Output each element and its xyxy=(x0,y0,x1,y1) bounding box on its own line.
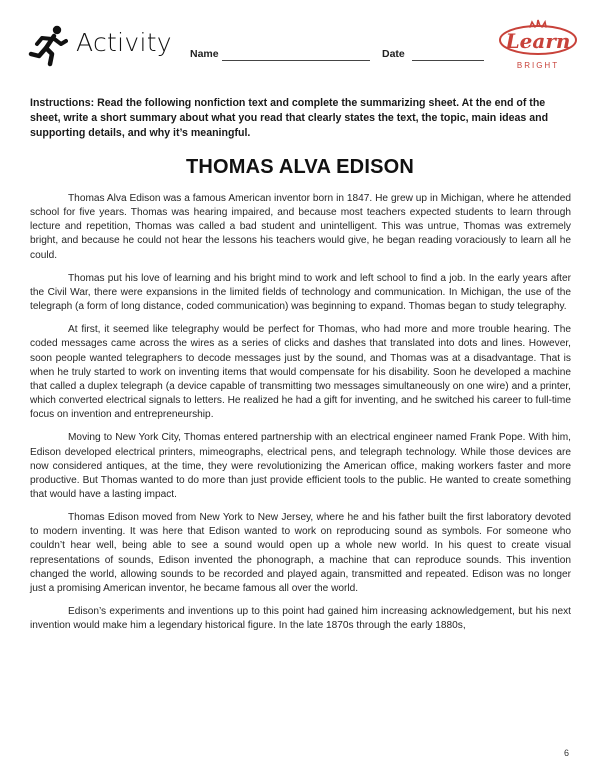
worksheet-header xyxy=(28,18,580,78)
name-field[interactable] xyxy=(222,60,370,61)
instructions-text: Instructions: Read the following nonfiction text and complete the summarizing sheet. At the end of the sheet, write a short summary about what you read that clearly states the text, the topic, main ideas and supporting details, and why it’s meaningful. xyxy=(30,97,549,139)
paragraph: Thomas put his love of learning and his bright mind to work and left school to find a job. In the early years after the Civil War, there were expansions in the limited fields of technology and communication. In Michigan, the use of the telegraph (a form of long distance, coded communication) was beginning to expand. Thomas began to study telegraphy. xyxy=(30,272,571,313)
name-label: Name xyxy=(190,48,219,60)
activity-label: Activity xyxy=(76,28,172,57)
paragraph: At first, it seemed like telegraphy would be perfect for Thomas, who had more and more trouble hearing. The coded messages came across the wires as a series of clicks and dashes that translated into dots and lines. However, soon people wanted telegraphers to decode messages just by the sound, and Thomas was at a disadvantage. That is when he truly started to work on inventing items that would compensate for his disability. Soon he developed a machine that called a duplex telegraph (a device capable of transmitting two messages simultaneously on one wire) and a printer, which converted electrical signals to letters. He realized he had a gift for inventing, and he switched his career to full-time focus on invention and entrepreneurship. xyxy=(30,324,571,421)
learn-bright-logo xyxy=(496,18,580,74)
article-body xyxy=(30,192,571,642)
article-title: THOMAS ALVA EDISON xyxy=(185,156,415,178)
page-number: 6 xyxy=(564,748,570,758)
running-person-icon xyxy=(28,24,68,68)
paragraph: Thomas Alva Edison was a famous American inventor born in 1847. He grew up in Michigan, where he attended school for five years. Thomas was hearing impaired, and because most teachers expected students to learn through lecture and repetition, Thomas was called a bad student and unintelligent. This was untrue, Thomas was extremely bright, and because he could not hear the lessons his teachers would give, he began reading voraciously to learn all he could. xyxy=(30,193,571,261)
paragraph: Moving to New York City, Thomas entered partnership with an electrical engineer named Frank Pope. With him, Edison developed electrical printers, mimeographs, electrical pens, and telegraph technology. While those devices are now considered antiques, at the time, they were revolutionizing the American office, making workers faster and more productive. But Thomas wanted to do more than just provide efficient tools to the public. He wanted to create something that would have a lasting impact. xyxy=(30,432,571,500)
paragraph: Edison’s experiments and inventions up to this point had gained him increasing acknowledgement, but his next invention would make him a legendary historical figure. In the late 1870s through the early 1880s, xyxy=(30,606,571,632)
svg-text:BRIGHT: BRIGHT xyxy=(516,61,560,70)
date-label: Date xyxy=(382,48,405,60)
date-field[interactable] xyxy=(412,60,484,61)
svg-text:Learn: Learn xyxy=(505,29,571,53)
paragraph: Thomas Edison moved from New York to New Jersey, where he and his father built the first laboratory devoted to modern inventing. It was here that Edison wanted to work on reproducing sound as symbols. For someone who couldn’t hear well, being able to see a sound would open up a whole new world. In his quest to create visual representations of sounds, Edison invented the phonograph, a machine that can reproduce sounds. This invention changed the world, allowing sounds to be recorded and played again, transmitted and repeated. Edison was no longer just a promising American inventor, he became famous all over the world. xyxy=(30,512,571,594)
